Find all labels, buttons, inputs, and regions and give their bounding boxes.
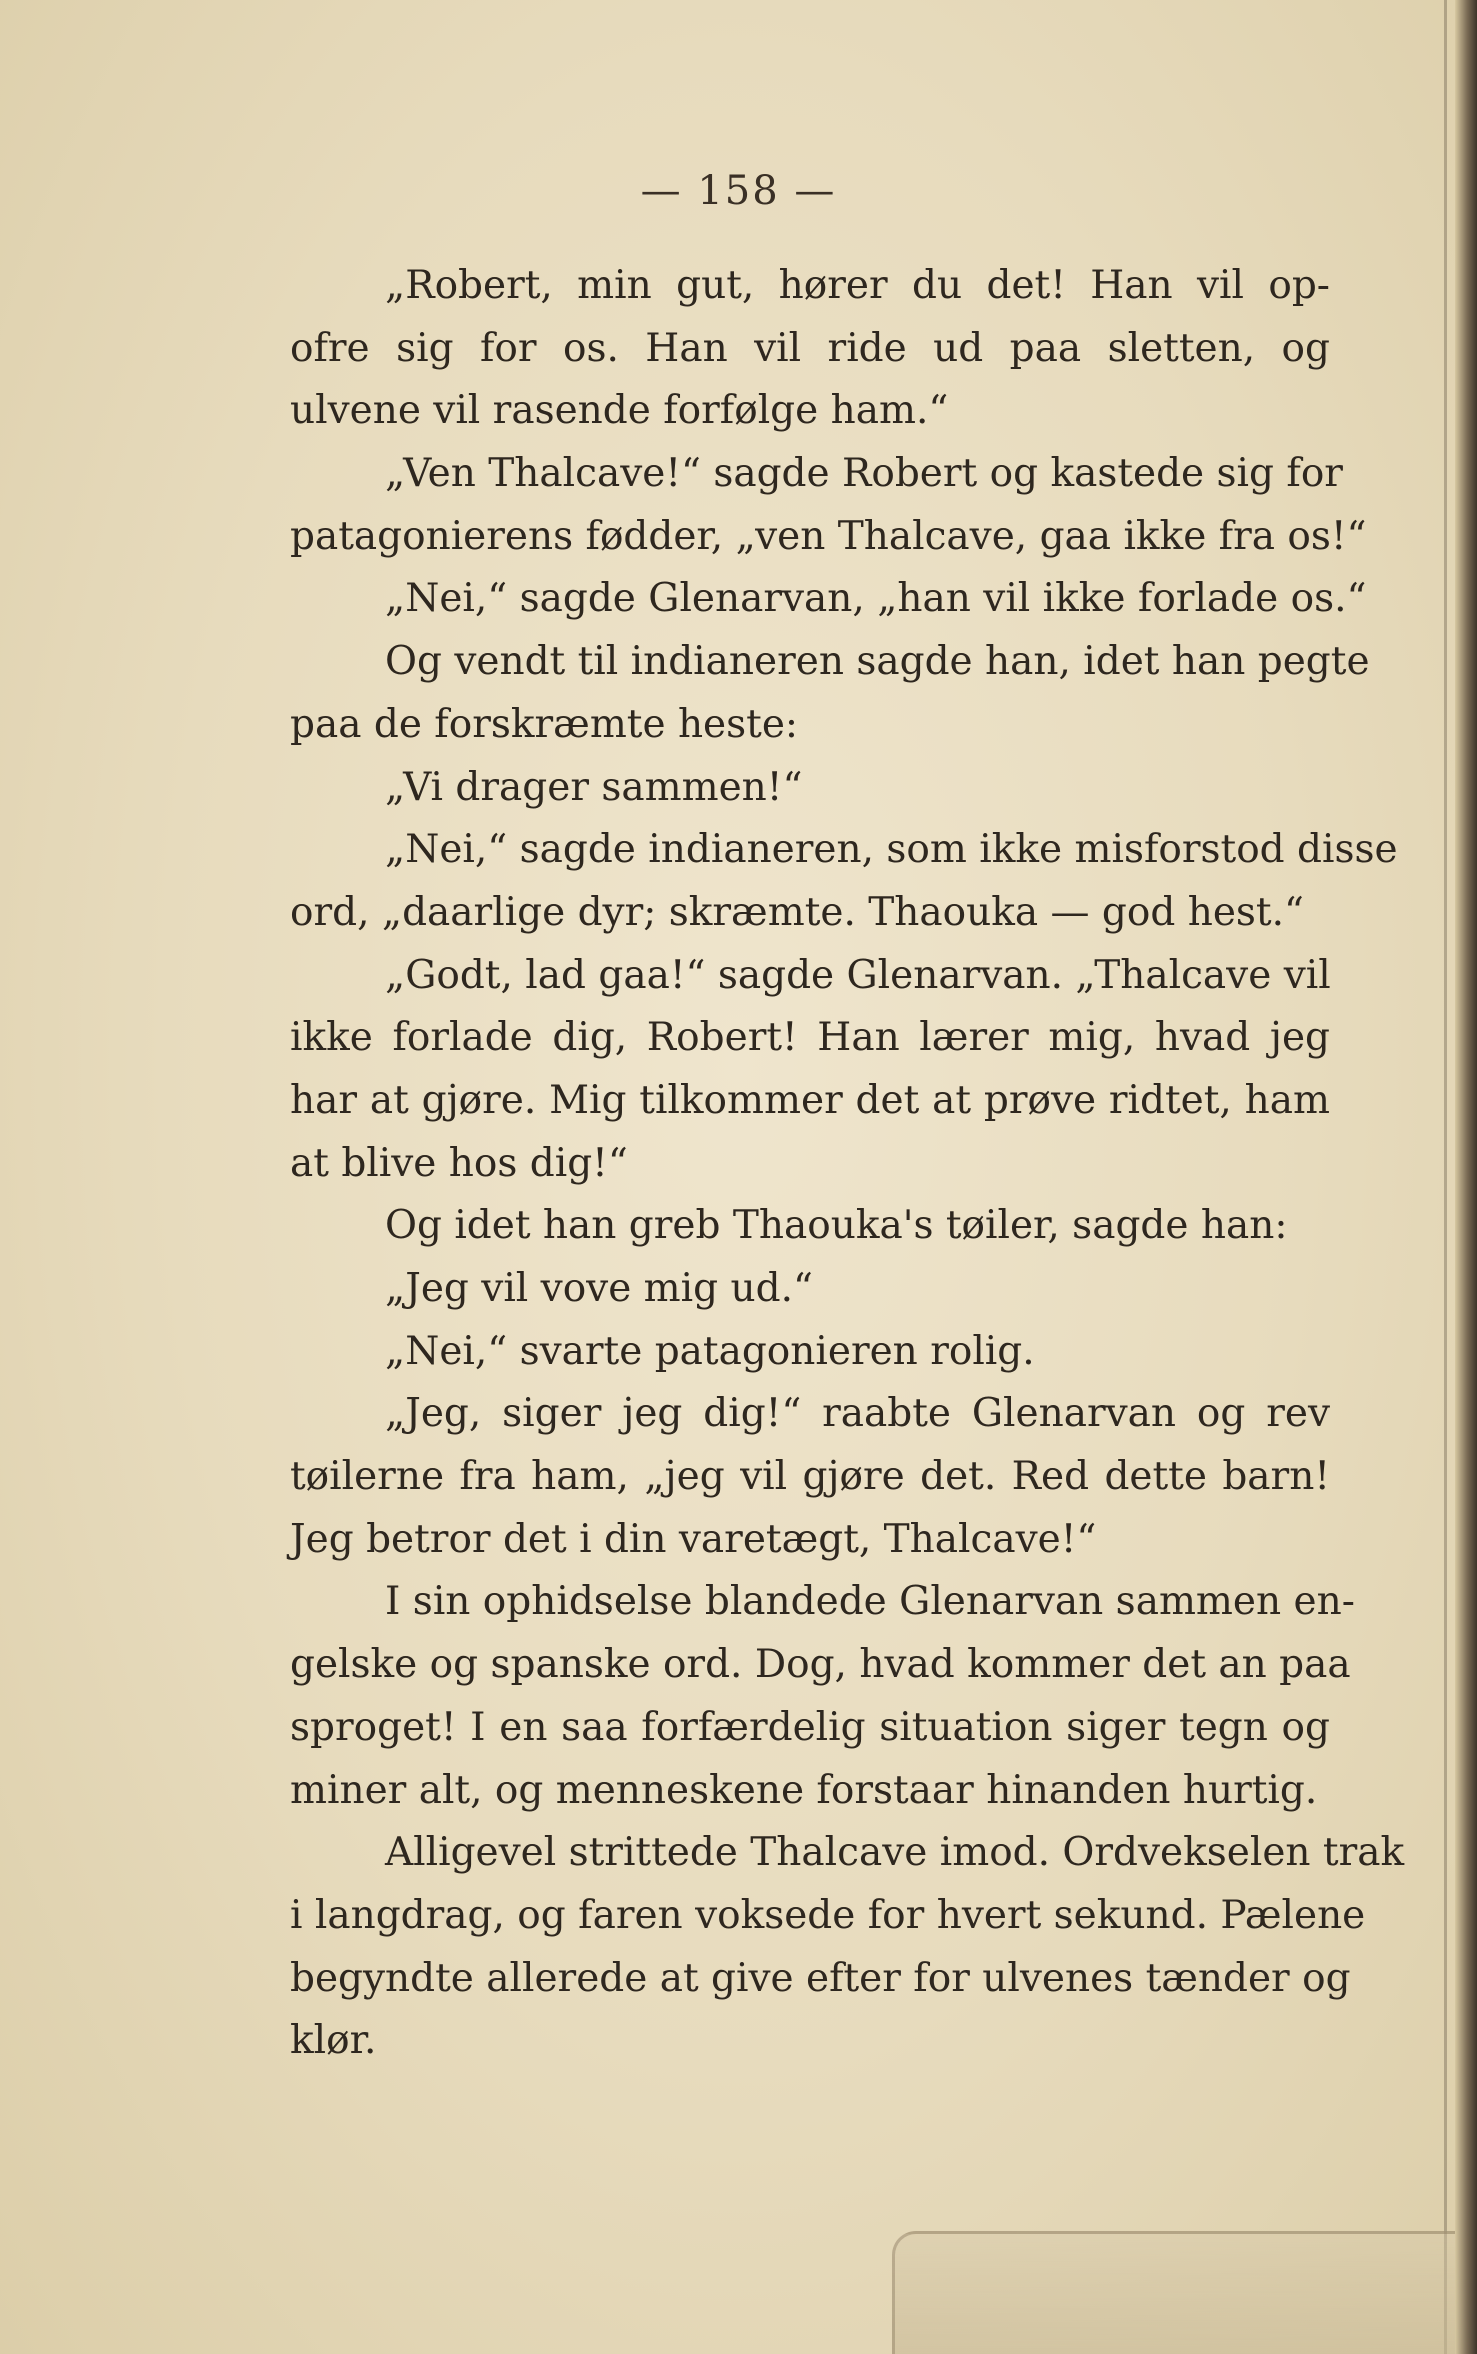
text-line: tøilerne fra ham, „jeg vil gjøre det. Red dette barn!	[290, 1454, 1330, 1500]
text-line: „Robert, min gut, hører du det! Han vil op-	[385, 263, 1330, 308]
text-line: I sin ophidselse blandede Glenarvan sammen en-	[385, 1579, 1355, 1625]
text-line: har at gjøre. Mig tilkommer det at prøve ridtet, ham	[290, 1077, 1330, 1123]
text-line: ofre sig for os. Han vil ride ud paa sletten, og	[290, 325, 1330, 371]
text-line: miner alt, og menneskene forstaar hinanden hurtig.	[290, 1767, 1318, 1813]
page-number: — 158 —	[640, 168, 837, 214]
text-line: Jeg betror det i din varetægt, Thalcave!“	[290, 1516, 1097, 1562]
text-line: „Jeg, siger jeg dig!“ raabte Glenarvan og rev	[385, 1391, 1330, 1437]
text-line: paa de forskræmte heste:	[290, 701, 799, 747]
text-line: ord, „daarlige dyr; skræmte. Thaouka — god hest.“	[290, 889, 1304, 935]
binding-shadow	[1444, 0, 1447, 2354]
text-line: „Nei,“ sagde indianeren, som ikke misforstod disse	[385, 827, 1398, 873]
text-line: „Nei,“ svarte patagonieren rolig.	[385, 1328, 1035, 1374]
text-line: sproget! I en saa forfærdelig situation siger tegn og	[290, 1704, 1330, 1750]
text-line: „Nei,“ sagde Glenarvan, „han vil ikke forlade os.“	[385, 576, 1367, 622]
text-line: Og idet han greb Thaouka's tøiler, sagde han:	[385, 1203, 1288, 1249]
text-line: „Jeg vil vove mig ud.“	[385, 1266, 813, 1311]
text-line: „Godt, lad gaa!“ sagde Glenarvan. „Thalcave vil	[385, 952, 1331, 998]
text-line: klør.	[290, 2018, 377, 2064]
text-line: begyndte allerede at give efter for ulvenes tænder og	[290, 1955, 1351, 2001]
text-line: „Ven Thalcave!“ sagde Robert og kastede sig for	[385, 451, 1343, 497]
text-line: gelske og spanske ord. Dog, hvad kommer det an paa	[290, 1642, 1351, 1688]
text-line: Og vendt til indianeren sagde han, idet han pegte	[385, 639, 1370, 685]
text-line: ulvene vil rasende forfølge ham.“	[290, 388, 949, 434]
page-fold	[892, 2231, 1455, 2354]
text-line: at blive hos dig!“	[290, 1140, 628, 1186]
body-text	[290, 255, 1405, 2073]
text-line: patagonierens fødder, „ven Thalcave, gaa ikke fra os!“	[290, 513, 1367, 559]
text-line: „Vi drager sammen!“	[385, 764, 803, 810]
text-line: ikke forlade dig, Robert! Han lærer mig, hvad jeg	[290, 1015, 1330, 1061]
page-edge	[1455, 0, 1477, 2354]
text-line: Alligevel strittede Thalcave imod. Ordvekselen trak	[385, 1830, 1405, 1876]
text-line: i langdrag, og faren voksede for hvert sekund. Pælene	[290, 1892, 1366, 1938]
